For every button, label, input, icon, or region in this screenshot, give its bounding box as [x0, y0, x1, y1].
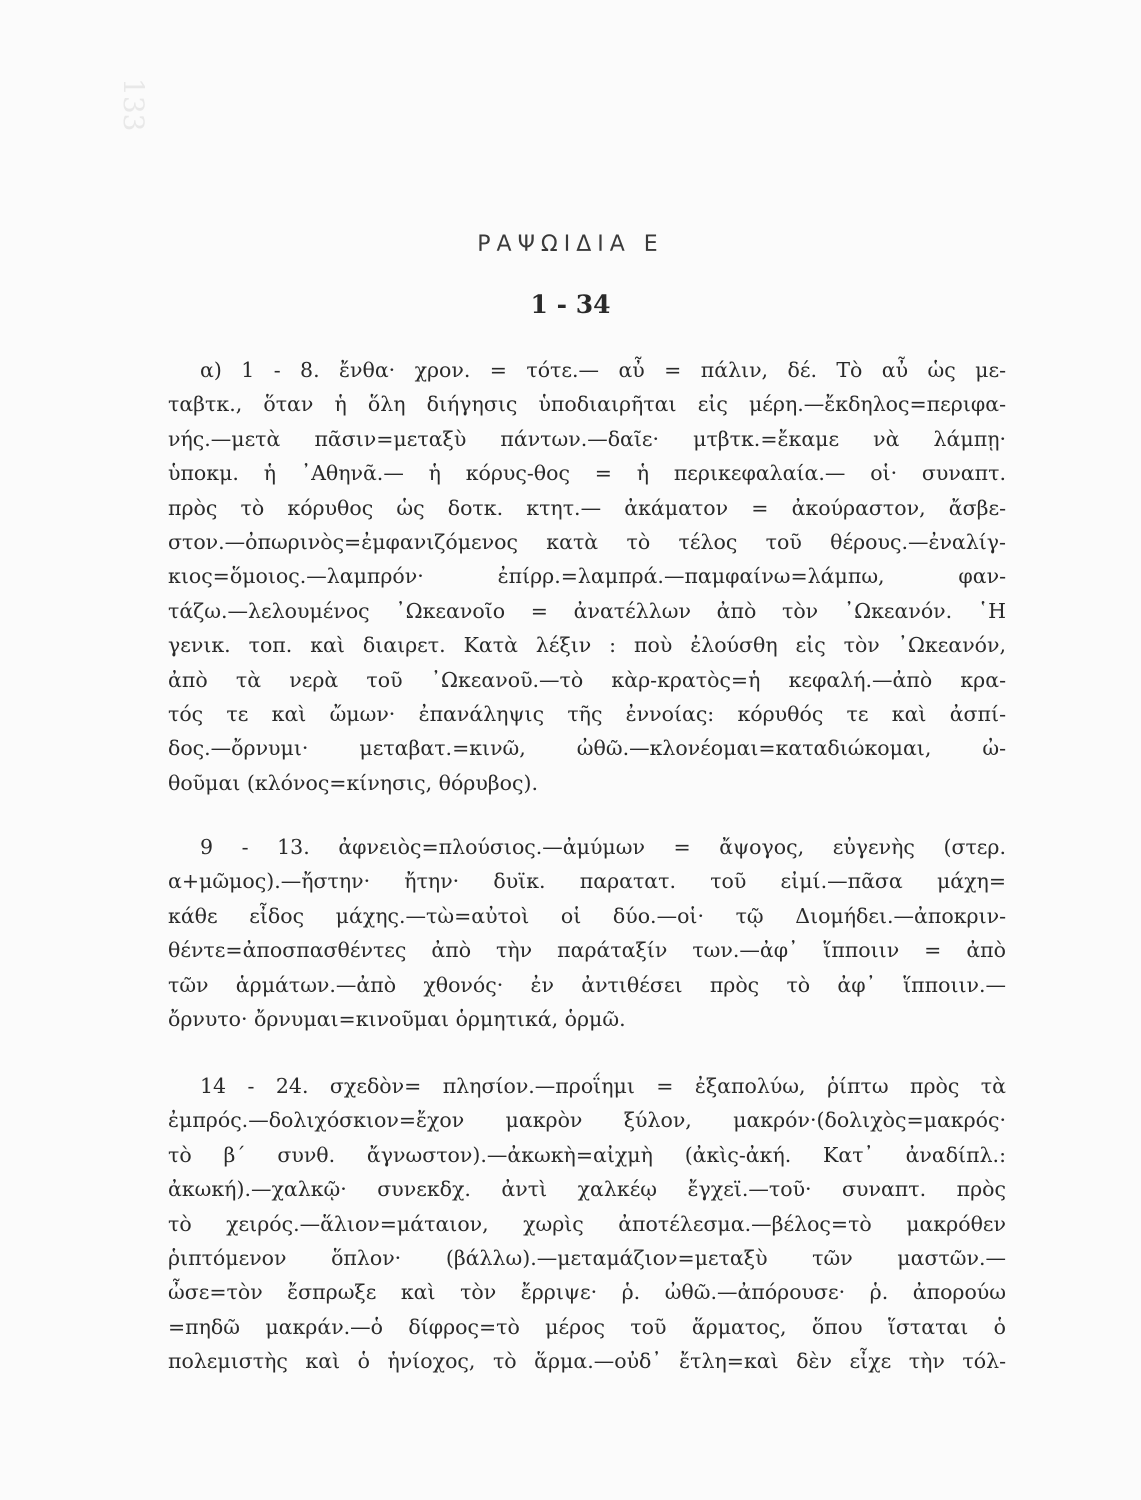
text-line: =πηδῶ μακράν.—ὁ δίφρος=τὸ μέρος τοῦ ἅρματος, ὅπου ἵσταται ὁ: [168, 1314, 1006, 1339]
text-line: νής.—μετὰ πᾶσιν=μεταξὺ πάντων.—δαῖε· μτβτκ.=ἔκαμε νὰ λάμπῃ·: [168, 426, 1006, 451]
page-number: 133: [117, 78, 150, 132]
text-line: ἐμπρός.—δολιχόσκιον=ἔχον μακρὸν ξύλον, μακρόν·(δολιχὸς=μακρός·: [168, 1108, 1006, 1133]
text-line: ὦσε=τὸν ἔσπρωξε καὶ τὸν ἔρριψε· ῥ. ὠθῶ.—ἀπόρουσε· ῥ. ἀπορούω: [168, 1280, 1006, 1305]
text-line: τῶν ἁρμάτων.—ἀπὸ χθονός· ἐν ἀντιθέσει πρὸς τὸ ἀφ᾽ ἵπποιιν.—: [168, 972, 1006, 997]
text-line: α) 1 - 8. ἔνθα· χρον. = τότε.— αὖ = πάλιν, δέ. Τὸ αὖ ὡς με-: [200, 358, 1006, 382]
verse-range-heading: 1 - 34: [530, 290, 611, 319]
text-line: ῥιπτόμενον ὅπλον· (βάλλω).—μεταμάζιον=μεταξὺ τῶν μαστῶν.—: [168, 1245, 1006, 1270]
text-line: τὸ χειρός.—ἅλιον=μάταιον, χωρὶς ἀποτέλεσμα.—βέλος=τὸ μακρόθεν: [168, 1211, 1006, 1236]
text-line: κάθε εἶδος μάχης.—τὼ=αὐτοὶ οἱ δύο.—οἱ· τῷ Διομήδει.—ἀποκριν-: [168, 903, 1006, 928]
text-line: γενικ. τοπ. καὶ διαιρετ. Κατὰ λέξιν : ποὺ ἐλούσθη εἰς τὸν ᾿Ωκεανόν,: [168, 633, 1006, 658]
text-line: ταβτκ., ὅταν ἡ ὅλη διήγησις ὑποδιαιρῆται εἰς μέρη.—ἔκδηλος=περιφα-: [168, 392, 1006, 417]
text-line: θοῦμαι (κλόνος=κίνησις, θόρυβος).: [168, 770, 539, 795]
text-line: ἀκωκή).—χαλκῷ· συνεκδχ. ἀντὶ χαλκέῳ ἔγχεϊ.—τοῦ· συναπτ. πρὸς: [168, 1177, 1006, 1202]
text-line: τὸ β´ συνθ. ἄγνωστον).—ἀκωκὴ=αἰχμὴ (ἀκὶς-ἀκή. Κατ᾽ ἀναδίπλ.:: [168, 1142, 1006, 1167]
text-line: 9 - 13. ἀφνειὸς=πλούσιος.—ἀμύμων = ἄψογος, εὐγενὴς (στερ.: [200, 835, 1006, 859]
text-line: τάζω.—λελουμένος ᾿Ωκεανοῖο = ἀνατέλλων ἀπὸ τὸν ᾿Ωκεανόν. ῾Η: [168, 598, 1006, 623]
text-line: ὑποκμ. ἡ ᾿Αθηνᾶ.— ἡ κόρυς-θος = ἡ περικεφαλαία.— οἱ· συναπτ.: [168, 461, 1006, 486]
text-line: α+μῶμος).—ἤστην· ἤτην· δυϊκ. παρατατ. τοῦ εἰμί.—πᾶσα μάχη=: [168, 869, 1006, 894]
text-line: ὄρνυτο· ὄρνυμαι=κινοῦμαι ὁρμητικά, ὁρμῶ.: [168, 1006, 626, 1031]
commentary-paragraph-2: [168, 830, 1006, 1036]
text-line: θέντε=ἀποσπασθέντες ἀπὸ τὴν παράταξίν των.—ἀφ᾽ ἵπποιιν = ἀπὸ: [168, 938, 1006, 963]
text-line: 14 - 24. σχεδὸν= πλησίον.—προΐημι = ἐξαπολύω, ῥίπτω πρὸς τὰ: [200, 1074, 1006, 1098]
commentary-paragraph-3: [168, 1069, 1006, 1379]
text-line: στον.—ὀπωρινὸς=ἐμφανιζόμενος κατὰ τὸ τέλος τοῦ θέρους.—ἐναλίγ-: [168, 529, 1006, 554]
text-line: τός τε καὶ ὤμων· ἐπανάληψις τῆς ἐννοίας: κόρυθός τε καὶ ἀσπί-: [168, 701, 1006, 726]
text-line: δος.—ὄρνυμι· μεταβατ.=κινῶ, ὠθῶ.—κλονέομαι=καταδιώκομαι, ὠ-: [168, 736, 1006, 761]
text-line: πρὸς τὸ κόρυθος ὡς δοτκ. κτητ.— ἀκάματον = ἀκούραστον, ἄσβε-: [168, 495, 1006, 520]
text-line: ἀπὸ τὰ νερὰ τοῦ ᾿Ωκεανοῦ.—τὸ κὰρ-κρατὸς=ἡ κεφαλή.—ἀπὸ κρα-: [168, 667, 1006, 692]
chapter-title: ΡΑΨΩΙΔΙΑ Ε: [477, 232, 664, 257]
text-line: κιος=ὅμοιος.—λαμπρόν· ἐπίρρ.=λαμπρά.—παμφαίνω=λάμπω, φαν-: [168, 564, 1006, 589]
commentary-paragraph-1: [168, 353, 1006, 800]
text-line: πολεμιστὴς καὶ ὁ ἡνίοχος, τὸ ἅρμα.—οὐδ᾽ ἔτλη=καὶ δὲν εἶχε τὴν τόλ-: [168, 1349, 1006, 1374]
